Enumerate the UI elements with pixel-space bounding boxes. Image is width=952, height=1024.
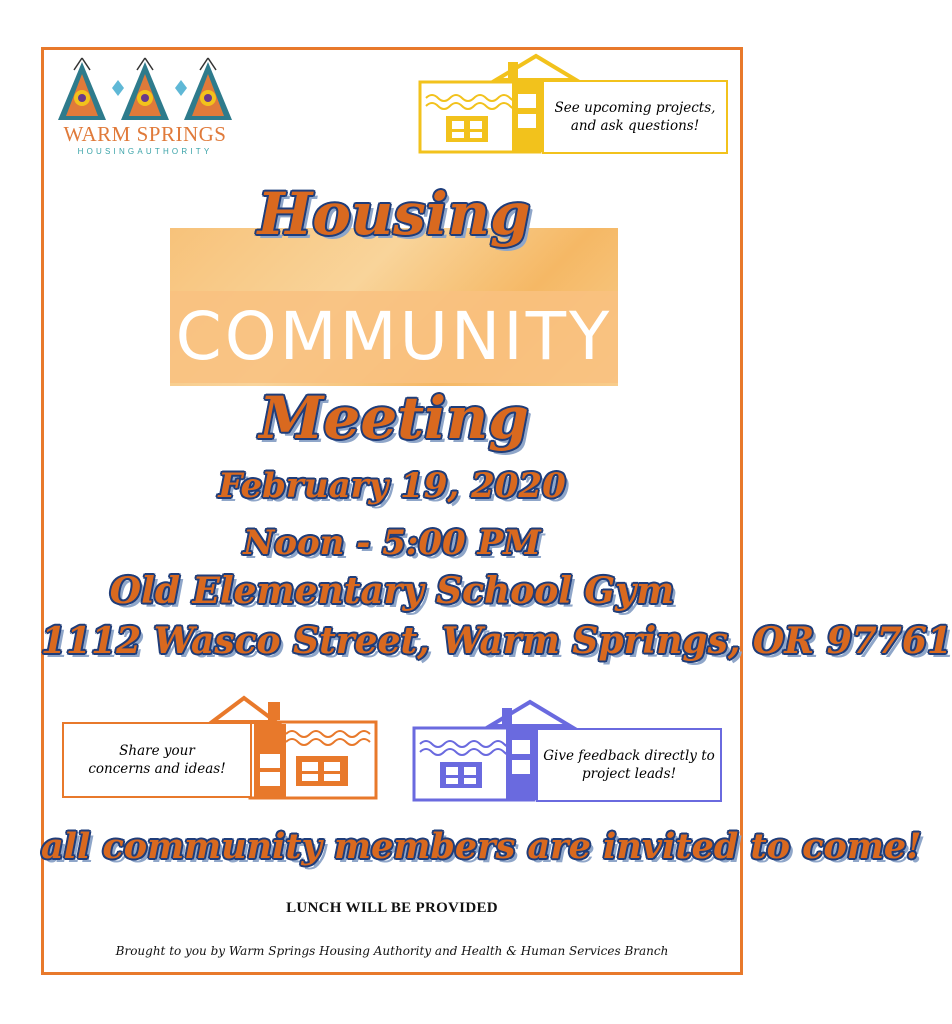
- callout-text-box: [542, 80, 728, 154]
- callout-line-2: project leads!: [581, 766, 677, 782]
- event-address: 1112 Wasco Street, Warm Springs, OR 97761: [41, 620, 952, 662]
- footer-credit: Brought to you by Warm Springs Housing Authority and Health & Human Services Branch: [115, 944, 669, 958]
- lunch-notice: LUNCH WILL BE PROVIDED: [286, 900, 498, 916]
- callout-line-1: See upcoming projects,: [554, 100, 716, 116]
- logo-subtitle: HOUSINGAUTHORITY: [77, 147, 213, 156]
- callout-line-2: and ask questions!: [570, 118, 700, 134]
- warm-springs-logo: [52, 58, 238, 162]
- callout-give-feedback: [410, 700, 724, 804]
- callout-text-box: [62, 722, 252, 798]
- event-time: Noon - 5:00 PM: [243, 523, 541, 563]
- event-date: February 19, 2020: [218, 466, 566, 506]
- event-venue: Old Elementary School Gym: [109, 570, 675, 612]
- callout-line-1: Share your: [119, 743, 195, 759]
- callout-line-2: concerns and ideas!: [88, 761, 226, 777]
- headline-meeting: Meeting: [259, 384, 529, 452]
- community-word: COMMUNITY: [175, 298, 613, 375]
- headline-housing: Housing: [257, 180, 531, 248]
- community-banner: [170, 228, 618, 386]
- callout-line-1: Give feedback directly to: [543, 748, 715, 764]
- tipi-logo-icon: [52, 58, 238, 122]
- callout-share-concerns: [62, 692, 380, 802]
- callout-text-box: [536, 728, 722, 802]
- callout-upcoming-projects: [416, 54, 730, 156]
- invite-line: all community members are invited to come!: [41, 826, 922, 867]
- logo-name: WARM SPRINGS: [63, 122, 227, 146]
